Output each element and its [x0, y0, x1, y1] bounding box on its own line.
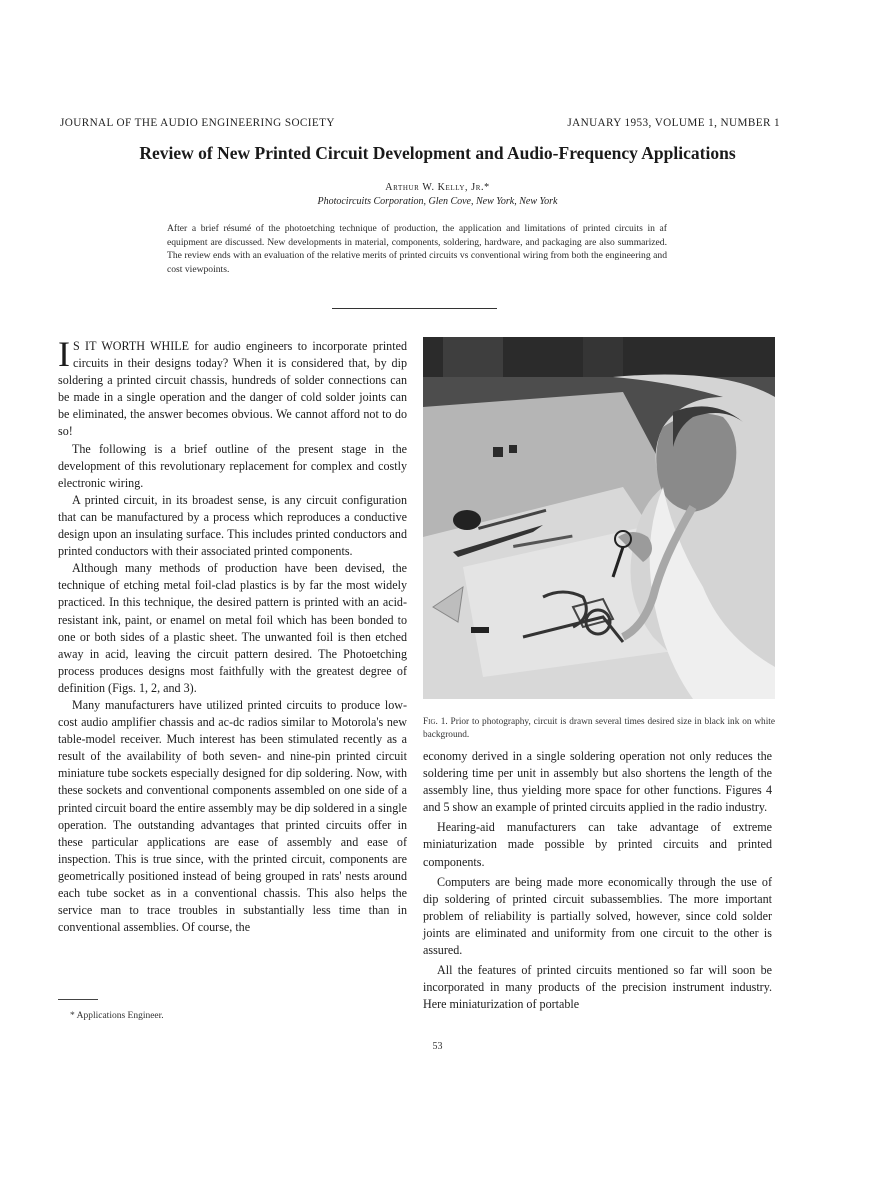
figure-label: Fig. 1.: [423, 717, 448, 727]
paragraph: Many manufacturers have utilized printed circuits to produce low-cost audio amplifier chassis and ac-dc radios similar to Motorola's new table-model receiver. Much interest has been stimulated recently as a result of the availability of both seven- and nine-pin printed circuit miniature tube sockets especially designed for dip soldering. Now, with these sockets and conventional components assembled on one side of a printed circuit board the entire assembly may be dip soldered in a single operation. The outstanding advantages that printed circuits offer in these particular applications are ease of assembly and ease of inspection. This is true since, with the printed circuit, components are geometrically positioned instead of being grouped in rats' nests around each tube socket as in a conventional chassis. This also helps the service man to trace troubles in substantially less time than in conventional assemblies. Of course, the: [58, 697, 407, 935]
author-affiliation: Photocircuits Corporation, Glen Cove, New York, New York: [317, 196, 558, 207]
paragraph: Hearing-aid manufacturers can take advantage of extreme miniaturization made possible by printed circuits and printed components.: [423, 820, 772, 869]
paragraph: A printed circuit, in its broadest sense, is any circuit configuration that can be manufactured by a process which reproduces a conductive design upon an insulating surface. This includes printed conductors and printed conductors with their associated printed components.: [58, 492, 407, 559]
article-title: Review of New Printed Circuit Development and Audio-Frequency Applications: [139, 143, 736, 163]
figure-caption: [423, 716, 775, 741]
paragraph: Although many methods of production have been devised, the technique of etching metal foil-clad plastics is by far the most widely practiced. In this technique, the desired pattern is printed with an acid-resistant ink, paint, or enamel on metal foil which has been bonded to one or both sides of a plastic sheet. The unwanted foil is then etched away in acid, leaving the circuit pattern desired. The Photoetching process produces designs most faithfully with the greatest degree of definition (Figs. 1, 2, and 3).: [58, 561, 407, 695]
abstract: After a brief résumé of the photoetching technique of production, the application and limitations of printed circuits in af equipment are discussed. New developments in material, components, soldering, hardware, and packaging are also summarized. The review ends with an evaluation of the relative merits of printed circuits vs conventional wiring from both the engineering and cost viewpoints.: [167, 223, 667, 275]
right-column: [423, 748, 772, 1013]
footnote-divider: [58, 999, 98, 1000]
author-name: Arthur W. Kelly, Jr.*: [385, 182, 490, 193]
journal-name: JOURNAL OF THE AUDIO ENGINEERING SOCIETY: [60, 117, 335, 129]
left-column: [58, 334, 407, 936]
paragraph: economy derived in a single soldering operation not only reduces the soldering time per unit in assembly but also shortens the length of the assembly line, thus yielding more space for other functions. Figures 4 and 5 show an example of printed circuits applied in the radio industry.: [423, 749, 772, 815]
figure-photo: [423, 337, 775, 699]
paragraph-intro-text: S IT WORTH WHILE for audio engineers to incorporate printed circuits in their designs today? When it is considered that, by dip soldering a printed circuit chassis, hundreds of solder connections can be made in a single operation and the danger of cold solder joints can be eliminated, the answer becomes obvious. We cannot afford not to do so!: [58, 339, 407, 439]
page-number: 53: [432, 1041, 443, 1052]
paragraph: All the features of printed circuits mentioned so far will soon be incorporated in many products of the precision instrument industry. Here miniaturization of portable: [423, 963, 772, 1012]
issue-info: JANUARY 1953, VOLUME 1, NUMBER 1: [567, 117, 780, 129]
drop-cap: I: [58, 334, 70, 374]
paragraph: The following is a brief outline of the present stage in the development of this revolutionary replacement for complex and costly electronic wiring.: [58, 441, 407, 490]
footnote: * Applications Engineer.: [70, 1011, 164, 1021]
paragraph: Computers are being made more economically through the use of dip soldering of printed circuit subassemblies. The more important problem of reliability is partially solved, however, since cold solder joints are eliminated and uniformity from one circuit to the other is assured.: [423, 874, 772, 958]
paragraph-intro: [58, 334, 407, 441]
figure-caption-text: Prior to photography, circuit is drawn several times desired size in black ink on white background.: [423, 717, 775, 740]
photo-drafter-drawing-circuit: [423, 337, 775, 699]
section-divider: [332, 308, 497, 309]
